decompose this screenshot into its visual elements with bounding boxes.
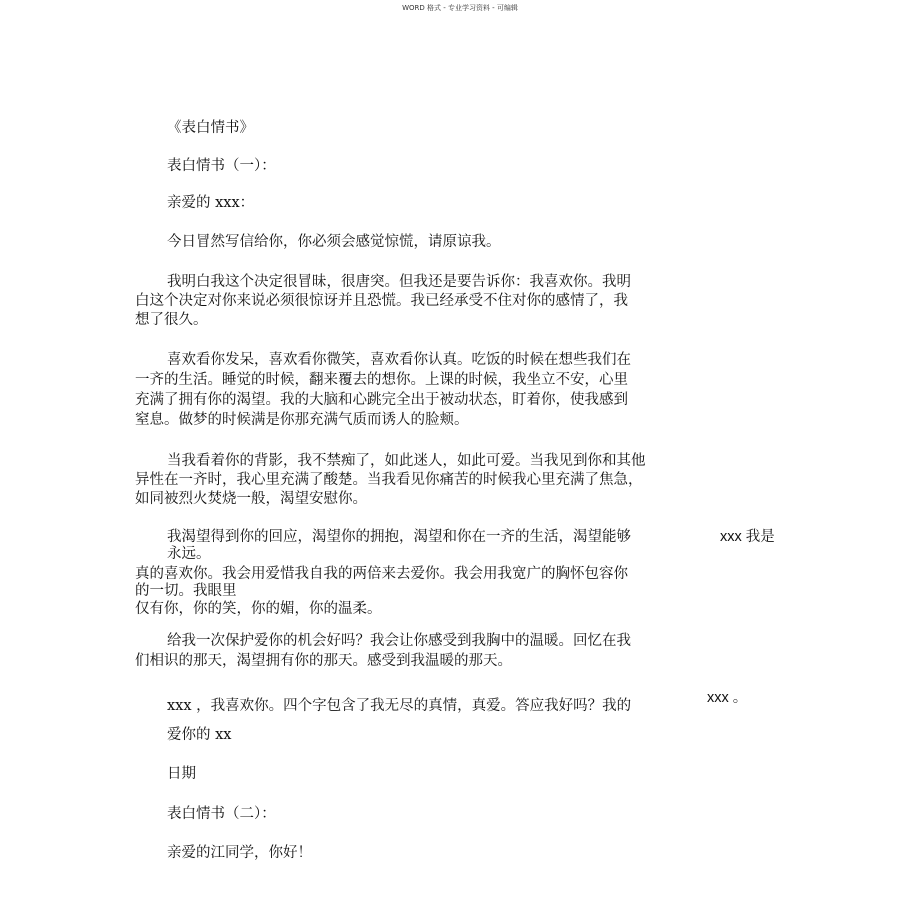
paragraph-line: 们相识的那天，渴望拥有你的那天。感受到我温暖的那天。 (135, 653, 512, 669)
paragraph-line: 异性在一齐时，我心里充满了酸楚。当我看见你痛苦的时候我心里充满了焦急， (135, 472, 643, 488)
paragraph-line: 仅有你，你的笑，你的媚，你的温柔。 (135, 601, 382, 617)
paragraph-side-text: xxx 。 (707, 690, 748, 706)
paragraph-line: 当我看着你的背影，我不禁痴了，如此迷人，如此可爱。当我见到你和其他 (167, 453, 646, 469)
paragraph-line: 白这个决定对你来说必须很惊讶并且恐慌。我已经承受不住对你的感情了，我 (135, 293, 628, 309)
paragraph-line: 如同被烈火焚烧一般，渴望安慰你。 (135, 491, 367, 507)
paragraph-line: 我明白我这个决定很冒昧，很唐突。但我还是要告诉你：我喜欢你。我明 (167, 274, 631, 290)
paragraph-line: 充满了拥有你的渴望。我的大脑和心跳完全出于被动状态，盯着你，使我感到 (135, 392, 628, 408)
paragraph-line: 喜欢看你发呆，喜欢看你微笑，喜欢看你认真。吃饭的时候在想些我们在 (167, 352, 631, 368)
page-header: WORD 格式 - 专业学习资料 - 可编辑 (402, 4, 518, 12)
paragraph-line: 想了很久。 (135, 312, 208, 328)
date-label: 日期 (167, 766, 196, 782)
paragraph-line: 我渴望得到你的回应，渴望你的拥抱，渴望和你在一齐的生活，渴望能够 (167, 529, 631, 545)
section-heading-1: 表白情书（一）： (167, 158, 276, 174)
paragraph-line: 永远。 (167, 546, 211, 562)
section-heading-2: 表白情书（二）： (167, 806, 276, 822)
paragraph-line: 窒息。做梦的时候满是你那充满气质而诱人的脸颊。 (135, 412, 469, 428)
paragraph-line: 给我一次保护爱你的机会好吗？我会让你感受到我胸中的温暖。回忆在我 (167, 633, 631, 649)
paragraph-line: 的一切。我眼里 (135, 583, 237, 599)
greeting-2: 亲爱的江同学，你好！ (167, 845, 312, 861)
paragraph-line: xxx ，我喜欢你。四个字包含了我无尽的真情，真爱。答应我好吗？我的 (167, 698, 632, 714)
signature: 爱你的 xx (167, 727, 232, 743)
paragraph-line: 一齐的生活。睡觉的时候，翻来覆去的想你。上课的时候，我坐立不安，心里 (135, 372, 628, 388)
paragraph-line: 真的喜欢你。我会用爱惜我自我的两倍来去爱你。我会用我宽广的胸怀包容你 (135, 566, 628, 582)
paragraph-side-text: xxx 我是 (720, 529, 775, 545)
doc-title: 《表白情书》 (167, 120, 254, 136)
paragraph-0: 今日冒然写信给你，你必须会感觉惊慌，请原谅我。 (167, 234, 501, 250)
greeting-1: 亲爱的 xxx： (167, 195, 255, 211)
